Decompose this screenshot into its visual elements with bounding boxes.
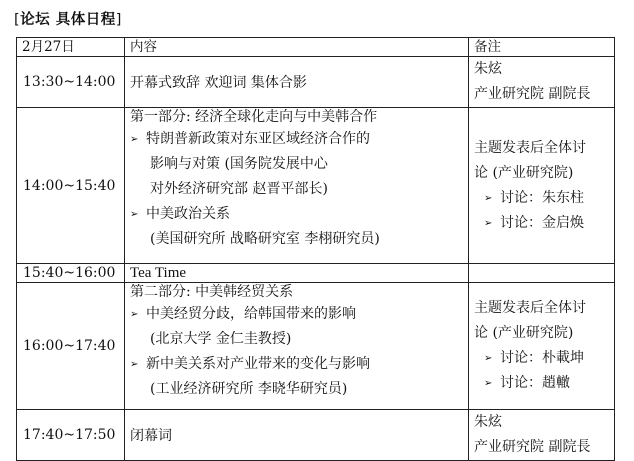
arrow-bullet-icon: ➢ xyxy=(484,353,493,364)
item-title: 新中美关系对产业带来的变化与影响 xyxy=(146,356,370,372)
item-title: 中美政治关系 xyxy=(146,206,230,222)
list-item xyxy=(130,352,468,377)
arrow-bullet-icon: ➢ xyxy=(130,309,139,320)
remarks-cell xyxy=(469,57,615,108)
remarks-intro: 论 (产业研究院) xyxy=(474,164,574,181)
table-row xyxy=(17,108,615,264)
arrow-bullet-icon: ➢ xyxy=(484,192,493,204)
item-detail: 对外经济研究部 赵晋平部长) xyxy=(150,181,328,197)
item-title: 中美经贸分歧，给韩国带来的影响 xyxy=(146,306,356,322)
discussant xyxy=(474,371,614,396)
remarks-intro: 论 (产业研究院) xyxy=(474,325,574,341)
content-cell: 开幕式致辞 欢迎词 集体合影 xyxy=(125,57,469,108)
discussant-name: 讨论：趙轍 xyxy=(500,375,570,391)
arrow-bullet-icon: ➢ xyxy=(130,134,139,145)
table-row xyxy=(17,283,615,410)
arrow-bullet-icon: ➢ xyxy=(484,378,493,389)
item-detail: 影响与对策 (国务院发展中心 xyxy=(150,156,328,172)
time-cell: 14:00~15:40 xyxy=(17,108,125,264)
item-detail: (美国研究所 战略研究室 李栩研究员) xyxy=(150,231,380,247)
remarks-intro: 主题发表后全体讨 xyxy=(474,300,586,316)
header-remarks: 备注 xyxy=(469,38,615,57)
list-item xyxy=(130,302,468,327)
remarks-cell xyxy=(469,264,615,283)
schedule-table xyxy=(16,37,615,461)
content-cell: 闭幕词 xyxy=(125,410,469,461)
item-detail: (工业经济研究所 李晓华研究员) xyxy=(150,381,348,397)
arrow-bullet-icon: ➢ xyxy=(130,359,139,370)
table-row xyxy=(17,264,615,283)
time-cell: 13:30~14:00 xyxy=(17,57,125,108)
remarks-intro: 主题发表后全体讨 xyxy=(474,139,586,156)
time-cell: 15:40~16:00 xyxy=(17,264,125,283)
remarks-cell xyxy=(469,108,615,264)
remarks-title: 产业研究院 副院長 xyxy=(474,439,591,455)
table-row xyxy=(17,410,615,461)
header-content: 内容 xyxy=(125,38,469,57)
time-cell: 16:00~17:40 xyxy=(17,283,125,410)
section-title: 第一部分: 经济全球化走向与中美韩合作 xyxy=(130,109,378,125)
remarks-cell xyxy=(469,283,615,410)
discussant-name: 讨论：朴載坤 xyxy=(500,350,584,366)
item-detail: (北京大学 金仁圭教授) xyxy=(150,331,292,347)
page-title xyxy=(14,8,122,29)
remarks-title: 产业研究院 副院長 xyxy=(474,86,591,102)
content-cell xyxy=(125,108,469,264)
discussant xyxy=(474,211,614,236)
list-item xyxy=(130,127,468,152)
discussant xyxy=(474,346,614,371)
section-title: 第二部分: 中美韩经贸关系 xyxy=(130,284,294,300)
title-text: 论坛 具体日程 xyxy=(20,12,116,28)
remarks-cell xyxy=(469,410,615,461)
table-header-row xyxy=(17,38,615,57)
time-cell: 17:40~17:50 xyxy=(17,410,125,461)
header-date: 2月27日 xyxy=(17,38,125,57)
remarks-name: 朱炫 xyxy=(474,414,502,430)
content-cell xyxy=(125,283,469,410)
remarks-name: 朱炫 xyxy=(474,61,502,77)
arrow-bullet-icon: ➢ xyxy=(484,217,493,229)
discussant xyxy=(474,186,614,211)
table-row xyxy=(17,57,615,108)
title-bracket-close: ] xyxy=(115,12,122,28)
item-title: 特朗普新政策对东亚区域经济合作的 xyxy=(146,131,370,147)
title-bracket-open: [ xyxy=(14,12,21,28)
list-item xyxy=(130,202,468,227)
arrow-bullet-icon: ➢ xyxy=(130,209,139,220)
content-cell: Tea Time xyxy=(125,264,469,283)
discussant-name: 讨论：朱东柱 xyxy=(500,189,584,206)
discussant-name: 讨论：金启焕 xyxy=(500,214,584,231)
